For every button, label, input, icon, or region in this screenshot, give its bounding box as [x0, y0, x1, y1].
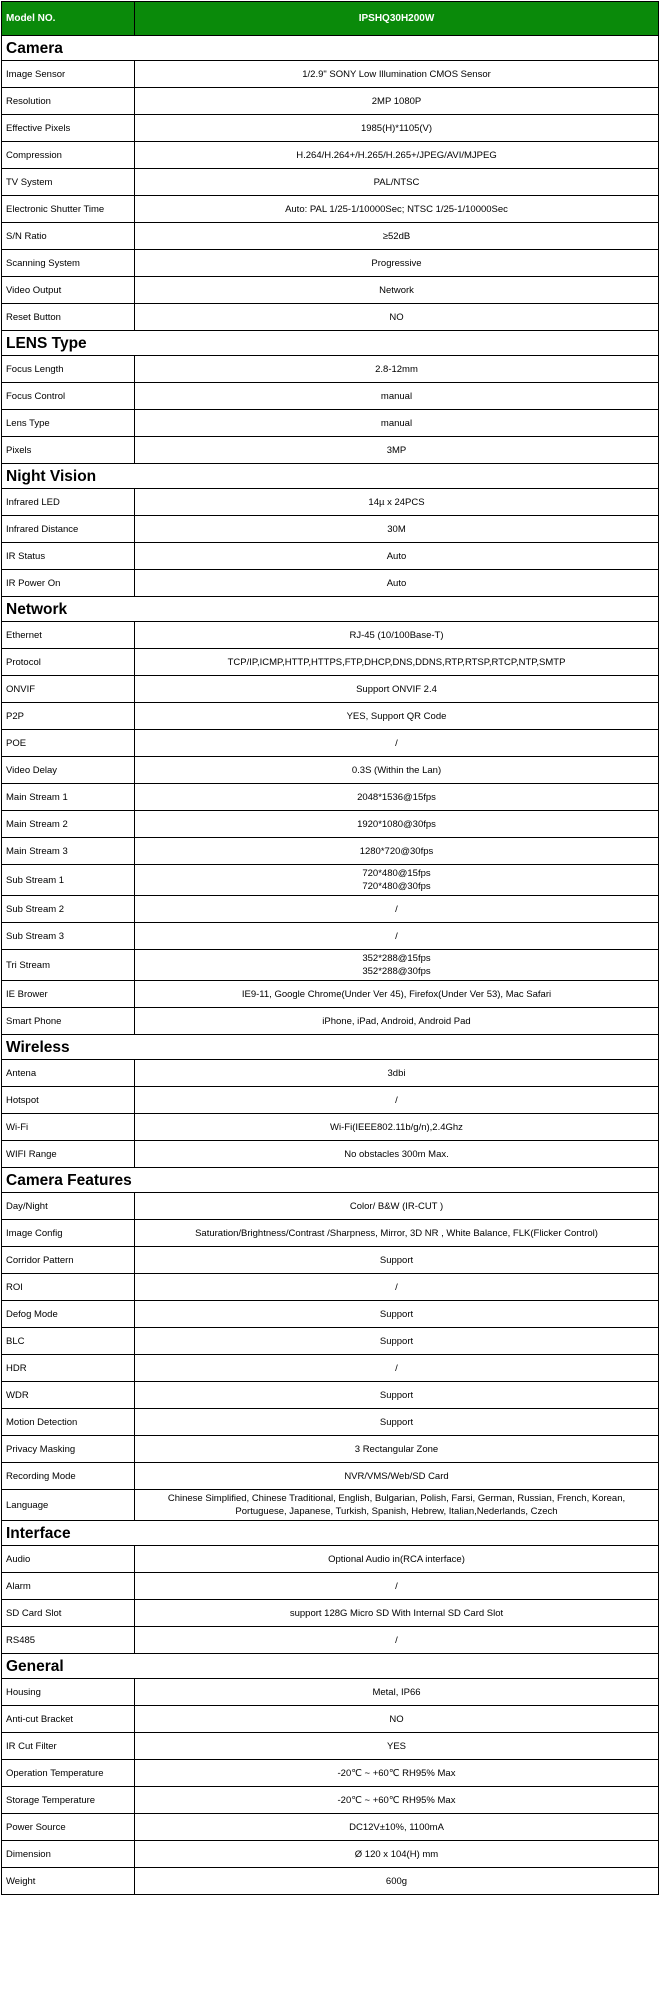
spec-value: /: [135, 1087, 659, 1114]
spec-row: [2, 1679, 659, 1706]
spec-row: [2, 142, 659, 169]
spec-value: IE9-11, Google Chrome(Under Ver 45), Firefox(Under Ver 53), Mac Safari: [135, 981, 659, 1008]
spec-label: Defog Mode: [2, 1301, 135, 1328]
spec-value: 3 Rectangular Zone: [135, 1436, 659, 1463]
spec-value: 2048*1536@15fps: [135, 784, 659, 811]
spec-row: [2, 649, 659, 676]
spec-value: Auto: [135, 543, 659, 570]
spec-label: Reset Button: [2, 304, 135, 331]
spec-label: Privacy Masking: [2, 1436, 135, 1463]
spec-row: [2, 730, 659, 757]
spec-label: POE: [2, 730, 135, 757]
spec-label: Storage Temperature: [2, 1787, 135, 1814]
spec-value: NO: [135, 304, 659, 331]
spec-row: [2, 115, 659, 142]
spec-value: Ø 120 x 104(H) mm: [135, 1841, 659, 1868]
spec-table: [1, 1, 659, 1895]
spec-label: Infrared Distance: [2, 516, 135, 543]
spec-row: [2, 1008, 659, 1035]
spec-value: 1985(H)*1105(V): [135, 115, 659, 142]
spec-label: Focus Control: [2, 383, 135, 410]
spec-label: ONVIF: [2, 676, 135, 703]
spec-value: YES, Support QR Code: [135, 703, 659, 730]
spec-row: [2, 489, 659, 516]
spec-row: [2, 1409, 659, 1436]
spec-label: Operation Temperature: [2, 1760, 135, 1787]
spec-row: [2, 410, 659, 437]
spec-row: [2, 1706, 659, 1733]
spec-value: manual: [135, 383, 659, 410]
spec-label: Sub Stream 2: [2, 896, 135, 923]
spec-label: IR Cut Filter: [2, 1733, 135, 1760]
spec-row: [2, 622, 659, 649]
spec-row: [2, 1760, 659, 1787]
spec-row: [2, 1546, 659, 1573]
spec-label: IE Brower: [2, 981, 135, 1008]
spec-row: [2, 1114, 659, 1141]
spec-label: Image Sensor: [2, 61, 135, 88]
spec-value: TCP/IP,ICMP,HTTP,HTTPS,FTP,DHCP,DNS,DDNS,RTP,RTSP,RTCP,NTP,SMTP: [135, 649, 659, 676]
section-header: [2, 1521, 659, 1546]
spec-label: Main Stream 3: [2, 838, 135, 865]
spec-label: Tri Stream: [2, 950, 135, 981]
section-header: [2, 1168, 659, 1193]
section-header: [2, 331, 659, 356]
spec-value: [135, 950, 659, 981]
spec-value: /: [135, 1355, 659, 1382]
spec-value: /: [135, 1573, 659, 1600]
spec-row: [2, 838, 659, 865]
spec-row: [2, 169, 659, 196]
spec-value: Support: [135, 1409, 659, 1436]
spec-label: Main Stream 1: [2, 784, 135, 811]
section-title: LENS Type: [2, 331, 659, 356]
spec-label: Focus Length: [2, 356, 135, 383]
spec-label: Motion Detection: [2, 1409, 135, 1436]
spec-value: manual: [135, 410, 659, 437]
spec-label: Language: [2, 1490, 135, 1521]
spec-label: Video Delay: [2, 757, 135, 784]
spec-value: /: [135, 1274, 659, 1301]
spec-label: Hotspot: [2, 1087, 135, 1114]
spec-value: Progressive: [135, 250, 659, 277]
spec-label: Weight: [2, 1868, 135, 1895]
spec-row: [2, 1733, 659, 1760]
spec-label: TV System: [2, 169, 135, 196]
spec-row: [2, 676, 659, 703]
spec-label: Power Source: [2, 1814, 135, 1841]
spec-label: Lens Type: [2, 410, 135, 437]
spec-value: Color/ B&W (IR-CUT ): [135, 1193, 659, 1220]
spec-value: 14µ x 24PCS: [135, 489, 659, 516]
spec-label: Dimension: [2, 1841, 135, 1868]
spec-value: -20℃ ~ +60℃ RH95% Max: [135, 1787, 659, 1814]
spec-row: [2, 1193, 659, 1220]
spec-row: [2, 1600, 659, 1627]
spec-row: [2, 896, 659, 923]
spec-value: Support: [135, 1328, 659, 1355]
spec-row: [2, 304, 659, 331]
spec-row: [2, 1141, 659, 1168]
section-header: [2, 36, 659, 61]
spec-label: Pixels: [2, 437, 135, 464]
spec-label: WIFI Range: [2, 1141, 135, 1168]
spec-value: /: [135, 730, 659, 757]
spec-row: [2, 1868, 659, 1895]
spec-value: Optional Audio in(RCA interface): [135, 1546, 659, 1573]
spec-label: HDR: [2, 1355, 135, 1382]
spec-row: [2, 88, 659, 115]
spec-label: Audio: [2, 1546, 135, 1573]
spec-label: Corridor Pattern: [2, 1247, 135, 1274]
section-title: Interface: [2, 1521, 659, 1546]
spec-label: Resolution: [2, 88, 135, 115]
spec-value: Metal, IP66: [135, 1679, 659, 1706]
spec-label: SD Card Slot: [2, 1600, 135, 1627]
spec-label: ROI: [2, 1274, 135, 1301]
spec-value: Support ONVIF 2.4: [135, 676, 659, 703]
spec-value-line: 352*288@30fps: [362, 966, 431, 977]
spec-row: [2, 516, 659, 543]
spec-label: Scanning System: [2, 250, 135, 277]
spec-row: [2, 543, 659, 570]
spec-label: P2P: [2, 703, 135, 730]
spec-value: NO: [135, 1706, 659, 1733]
spec-row: [2, 1841, 659, 1868]
spec-value: /: [135, 896, 659, 923]
spec-value: [135, 1490, 659, 1521]
spec-row: [2, 570, 659, 597]
section-title: Night Vision: [2, 464, 659, 489]
spec-row: [2, 383, 659, 410]
section-title: General: [2, 1654, 659, 1679]
spec-value: support 128G Micro SD With Internal SD Card Slot: [135, 1600, 659, 1627]
spec-value: Auto: PAL 1/25-1/10000Sec; NTSC 1/25-1/10000Sec: [135, 196, 659, 223]
spec-value: 0.3S (Within the Lan): [135, 757, 659, 784]
spec-row: [2, 437, 659, 464]
spec-row: [2, 1573, 659, 1600]
spec-row: [2, 1355, 659, 1382]
spec-value: /: [135, 1627, 659, 1654]
section-header: [2, 1654, 659, 1679]
spec-row: [2, 784, 659, 811]
spec-row: [2, 923, 659, 950]
header-label: Model NO.: [2, 2, 135, 36]
spec-value: -20℃ ~ +60℃ RH95% Max: [135, 1760, 659, 1787]
spec-row: [2, 277, 659, 304]
spec-row: [2, 250, 659, 277]
spec-value: No obstacles 300m Max.: [135, 1141, 659, 1168]
spec-row: [2, 1301, 659, 1328]
spec-value: iPhone, iPad, Android, Android Pad: [135, 1008, 659, 1035]
spec-label: Housing: [2, 1679, 135, 1706]
spec-value-line: 720*480@30fps: [362, 881, 431, 892]
spec-label: Sub Stream 3: [2, 923, 135, 950]
spec-label: Electronic Shutter Time: [2, 196, 135, 223]
header-value: IPSHQ30H200W: [135, 2, 659, 36]
spec-value: [135, 865, 659, 896]
spec-value: Support: [135, 1247, 659, 1274]
spec-label: Recording Mode: [2, 1463, 135, 1490]
spec-label: Ethernet: [2, 622, 135, 649]
spec-row: [2, 703, 659, 730]
spec-row: [2, 1436, 659, 1463]
spec-value: Support: [135, 1301, 659, 1328]
spec-row: [2, 1490, 659, 1521]
spec-label: IR Power On: [2, 570, 135, 597]
spec-value: 600g: [135, 1868, 659, 1895]
section-title: Wireless: [2, 1035, 659, 1060]
spec-value: DC12V±10%, 1100mA: [135, 1814, 659, 1841]
spec-label: Effective Pixels: [2, 115, 135, 142]
spec-value: 1280*720@30fps: [135, 838, 659, 865]
spec-table-body: [2, 2, 659, 1895]
spec-value-line: 352*288@15fps: [362, 953, 431, 964]
spec-value: YES: [135, 1733, 659, 1760]
spec-value: RJ-45 (10/100Base-T): [135, 622, 659, 649]
spec-value: H.264/H.264+/H.265/H.265+/JPEG/AVI/MJPEG: [135, 142, 659, 169]
spec-value: /: [135, 923, 659, 950]
spec-value: Auto: [135, 570, 659, 597]
spec-value-line: Portuguese, Japanese, Turkish, Spanish, Hebrew, Italian,Nederlands, Czech: [235, 1506, 558, 1517]
spec-row: [2, 356, 659, 383]
spec-row: [2, 1787, 659, 1814]
spec-value: 2MP 1080P: [135, 88, 659, 115]
spec-value: NVR/VMS/Web/SD Card: [135, 1463, 659, 1490]
spec-label: RS485: [2, 1627, 135, 1654]
header-row: [2, 2, 659, 36]
section-title: Network: [2, 597, 659, 622]
spec-value: 3dbi: [135, 1060, 659, 1087]
spec-label: IR Status: [2, 543, 135, 570]
spec-row: [2, 196, 659, 223]
spec-label: Sub Stream 1: [2, 865, 135, 896]
section-header: [2, 597, 659, 622]
spec-row: [2, 1220, 659, 1247]
spec-value: Support: [135, 1382, 659, 1409]
spec-row: [2, 757, 659, 784]
spec-label: Image Config: [2, 1220, 135, 1247]
spec-row: [2, 1328, 659, 1355]
spec-value: 2.8-12mm: [135, 356, 659, 383]
spec-row: [2, 865, 659, 896]
spec-label: Wi-Fi: [2, 1114, 135, 1141]
section-title: Camera: [2, 36, 659, 61]
spec-value-line: 720*480@15fps: [362, 868, 431, 879]
spec-label: S/N Ratio: [2, 223, 135, 250]
spec-label: WDR: [2, 1382, 135, 1409]
spec-row: [2, 1814, 659, 1841]
spec-label: Video Output: [2, 277, 135, 304]
spec-value: 3MP: [135, 437, 659, 464]
spec-row: [2, 1382, 659, 1409]
spec-row: [2, 1247, 659, 1274]
spec-row: [2, 950, 659, 981]
spec-label: BLC: [2, 1328, 135, 1355]
spec-row: [2, 1463, 659, 1490]
spec-label: Smart Phone: [2, 1008, 135, 1035]
spec-row: [2, 223, 659, 250]
spec-label: Antena: [2, 1060, 135, 1087]
spec-value: Wi-Fi(IEEE802.11b/g/n),2.4Ghz: [135, 1114, 659, 1141]
spec-label: Day/Night: [2, 1193, 135, 1220]
spec-value: Network: [135, 277, 659, 304]
section-header: [2, 464, 659, 489]
spec-row: [2, 981, 659, 1008]
spec-label: Anti-cut Bracket: [2, 1706, 135, 1733]
spec-label: Infrared LED: [2, 489, 135, 516]
spec-label: Alarm: [2, 1573, 135, 1600]
spec-row: [2, 811, 659, 838]
spec-label: Protocol: [2, 649, 135, 676]
spec-value: Saturation/Brightness/Contrast /Sharpness, Mirror, 3D NR , White Balance, FLK(Flicker Control): [135, 1220, 659, 1247]
spec-value: 30M: [135, 516, 659, 543]
spec-label: Main Stream 2: [2, 811, 135, 838]
spec-row: [2, 1087, 659, 1114]
spec-row: [2, 1274, 659, 1301]
spec-row: [2, 1060, 659, 1087]
spec-row: [2, 61, 659, 88]
spec-value: 1/2.9" SONY Low Illumination CMOS Sensor: [135, 61, 659, 88]
section-title: Camera Features: [2, 1168, 659, 1193]
spec-value: 1920*1080@30fps: [135, 811, 659, 838]
spec-label: Compression: [2, 142, 135, 169]
spec-value: PAL/NTSC: [135, 169, 659, 196]
spec-row: [2, 1627, 659, 1654]
spec-value: ≥52dB: [135, 223, 659, 250]
spec-value-line: Chinese Simplified, Chinese Traditional, English, Bulgarian, Polish, Farsi, German, Russian, French, Korean,: [167, 1493, 626, 1504]
section-header: [2, 1035, 659, 1060]
